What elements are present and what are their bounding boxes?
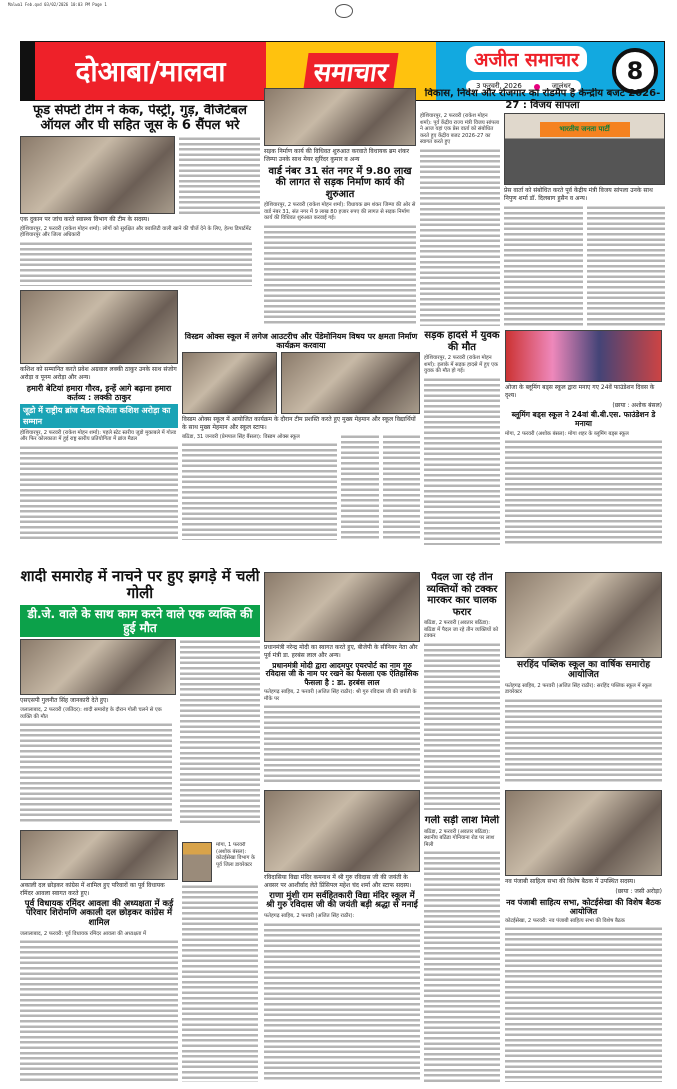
city: जालंधर <box>551 82 571 90</box>
article-portrait <box>182 842 258 1082</box>
body-text <box>179 136 260 214</box>
headline-daughters: हमारी बेटियां हमारा गौरव, इन्हें आगे बढ़ाना हमारा कर्तव्य : लक्की ठाकुर <box>26 383 172 402</box>
article-food-safety <box>20 104 260 286</box>
body-text <box>341 434 378 540</box>
photo-credit: (छाया : जसी अरोड़ा) <box>615 887 662 895</box>
body-text <box>180 639 260 824</box>
article-adampur <box>264 572 420 784</box>
article-hit-and-run <box>424 572 500 810</box>
caption: प्रधानमंत्री नरेन्द्र मोदी का स्वागत करते हुए, बीजेपी के सीनियर नेता और पूर्व मंत्री डा. हरबंस लाल और अन्य। <box>264 644 418 659</box>
body-text <box>20 939 178 1082</box>
paper-name: अजीत समाचार <box>466 46 587 72</box>
body-text <box>182 884 258 1082</box>
body-text <box>505 926 662 1082</box>
subhead-judo: जूडो में राष्ट्रीय ब्रांज मैडल विजेता कशिश अरोड़ा का सम्मान <box>20 404 178 428</box>
party-banner: भारतीय जनता पार्टी <box>540 122 630 137</box>
headline-wedding-firing: शादी समारोह में नाचने पर हुए झगड़े में चली गोली <box>20 568 260 603</box>
section-title: दोआबा/मालवा <box>21 42 266 100</box>
headline-adampur-airport: प्रधानमंत्री मोदी द्वारा आदमपुर एयरपोर्ट का नाम गुरु रविदास जी के नाम पर रखने का फैसला एक ऐतिहासिक फैसला है : डा. हरबंस लाल <box>265 660 419 687</box>
dateline: फतेहगढ़ साहिब, 2 फरवरी (अजित सिंह राठौर): श्री गुरु रविदास जी की जयंती के मौके पर <box>264 689 417 702</box>
photo-credit: (छाया : अशोक बंसल) <box>612 401 662 409</box>
body-text <box>20 722 172 824</box>
headline-hit-and-run: पैदल जा रहे तीन व्यक्तियों को टक्कर मारकर कार चालक फरार <box>426 572 498 618</box>
photo-school <box>182 352 277 414</box>
headline-foundation-day: ब्लूमिंग बड्स स्कूल ने 24वां बी.बी.एस. फाउंडेशन डे मनाया <box>511 410 656 429</box>
body-text <box>264 704 420 784</box>
dateline: होशियारपुर, 2 फरवरी (राकेश मोहन शर्मा): पहले स्टेट स्तरीय जूडो मुकाबले में गोल्ड और फिर कोलकाता में हुई राष्ट्र स्तरीय प्रतियोगिता में ब्रांज मैडल <box>20 429 177 443</box>
dateline: होशियारपुर, 2 फरवरी (राकेश मोहन शर्मा): इलाके में सड़क हादसे में हुए एक युवक की मौत हो गई। <box>424 355 498 374</box>
photo-akali-congress <box>20 830 178 880</box>
article-sahit-sabha <box>505 790 662 1082</box>
article-body-found <box>424 815 500 1082</box>
body-text <box>505 439 662 545</box>
body-text <box>420 148 500 327</box>
headline-awla: पूर्व विधायक रमिंदर आवला की अध्यक्षता में कई परिवार शिरोमणि अकाली दल छोड़कर कांग्रेस में शामिल <box>24 898 174 929</box>
file-slug: Malwa1 Feb.qxd 03/02/2026 10:03 PM Page 1 <box>8 2 107 7</box>
dateline: होशियारपुर, 2 फरवरी (राकेश मोहन शर्मा): विधायक ब्रम शंकर जिम्पा की ओर से वार्ड नंबर 31, संत नगर में 9 लाख 80 हजार रुपए की लागत से सड़क निर्माण कार्य की विधिवत शुरुआत करवाई गई। <box>264 202 416 222</box>
section-title-2: समाचार <box>266 42 436 100</box>
dateline: बठिंडा, 2 फरवरी (अवतार बठिंडा): बठिंडा में पैदल जा रहे तीन व्यक्तियों को टक्कर <box>424 620 499 639</box>
article-bloomings <box>505 330 662 545</box>
caption: विस्डम ओक्स स्कूल में आयोजित कार्यक्रम के दौरान टीम प्रशस्ति करते हुए मुख्य मेहमान और स्कूल विद्यार्थियों के साथ मुख्य मेहमान और स्कूल स्टाफ। <box>182 416 416 432</box>
dateline: बठिंडा, 2 फरवरी (अवतार बठिंडा): स्थानीय बठिंडा गोनियाना रोड पर लाश मिली <box>424 828 495 848</box>
dateline: फतेहगढ़ साहिब, 2 फरवरी (अजित सिंह राठौर): <box>264 913 355 920</box>
caption: कशिश को सम्मानित करते प्रवेश अग्रवाल लक्की ठाकुर उनके साथ संजोग अरोड़ा व पूनम अरोड़ा और अन्य। <box>20 366 177 381</box>
body-text <box>424 850 500 1082</box>
headline-sirhind-school: सरहिंद पब्लिक स्कूल का वार्षिक समारोह आयोजित <box>516 660 651 681</box>
date: 3 फरवरी, 2026 <box>476 82 522 90</box>
dateline: मोगा, 2 फरवरी (अशोक बंसल): मोगा शहर के ब्लूमिंग बड्स स्कूल <box>505 430 629 437</box>
article-wedding-firing <box>20 568 260 824</box>
photo-press <box>504 113 665 185</box>
body-text <box>182 442 337 540</box>
headline-sahit-sabha: नव पंजाबी साहित्य सभा, कोटईसेखा की विशेष बैठक आयोजित <box>506 897 661 916</box>
headline-budget: विकास, निवेश और रोजगार का रोडमैप है केन्द्रीय बजट 2026-27 : विजय सांपला <box>424 88 661 111</box>
body-text <box>264 224 416 326</box>
caption: एसएसपी गुलनीत सिंह जानकारी देते हुए। <box>20 697 109 705</box>
body-text <box>424 642 500 811</box>
headline-ravidas-jayanti: राणा मुंशी राम सर्वहितकारी विद्या मंदिर स्कूल में श्री गुरु रविदास जी की जयंती बड़ी श्रद्धा से मनाई <box>266 890 418 911</box>
caption: रविदासिया विद्या मंदिर कमनाथ में श्री गुरु रविदास जी की जयंती के अवसर पर आशीर्वाद लेते प्रिंसिपल महेश चंद शर्मा और स्टाफ सदस्य। <box>264 874 412 889</box>
photo-ssp <box>20 639 176 695</box>
photo-students <box>281 352 420 414</box>
article-budget <box>420 88 665 326</box>
article-accident <box>424 330 500 545</box>
article-sirhind <box>505 572 662 784</box>
dateline: होशियारपुर, 2 फरवरी (राकेश मोहन शर्मा): पूर्व केंद्रीय राज्य मंत्री विजय सांपला ने आज यहां एक प्रेस वार्ता को संबोधित करते हुए केंद्रीय बजट 2026-27 का स्वागत करते हुए <box>420 113 500 145</box>
dateline: जलालाबाद, 2 फरवरी: पूर्व विधायक रमिंदर आवला की अध्यक्षता में <box>20 930 147 937</box>
photo-ravidas <box>264 790 420 872</box>
photo-sirhind <box>505 572 662 658</box>
photo-road <box>264 88 416 146</box>
photo-sahit-sabha <box>505 790 662 876</box>
caption: नव पंजाबी साहित्य सभा की विशेष बैठक में उपस्थित सदस्य। <box>505 878 636 885</box>
headline-wisdom-oaks: विस्डम ओक्स स्कूल में लगेज आउटरीच और पेंडेमोनियम विषय पर क्षमता निर्माण कार्यक्रम करवाया <box>184 332 418 351</box>
body-text <box>424 377 500 546</box>
photo-kashish <box>20 290 178 364</box>
headline-road: वार्ड नंबर 31 संत नगर में 9.80 लाख की लागत से सड़क निर्माण कार्य की शुरुआत <box>268 165 412 200</box>
body-text <box>587 205 666 326</box>
body-text <box>20 445 178 540</box>
headline-accident: सड़क हादसे में युवक की मौत <box>424 330 500 353</box>
caption: एक दुकान पर जांच करते स्वास्थ्य विभाग की टीम के सदस्य। <box>20 215 150 223</box>
dateline: बठिंडा, 31 जनवरी (प्रेमपाल सिंह बैंसला): विस्डम ओक्स स्कूल <box>182 433 300 440</box>
article-kashish <box>20 290 178 540</box>
dateline: होशियारपुर, 2 फरवरी (राकेश मोहन शर्मा): लोगों को सुरक्षित और क्वालिटी वाली खाने की चीजें देने के लिए, हेल्थ डिपार्टमेंट होशियारपुर और जिला अधिकारी <box>20 225 252 239</box>
photo-bloomings <box>505 330 662 382</box>
article-awla <box>20 830 178 1082</box>
dateline: कोटईसेखा, 2 फरवरी: नव पंजाबी साहित्य सभा की विशेष बैठक <box>505 917 625 924</box>
dateline: जलालाबाद, 2 फरवरी (जतिंदर): शादी समारोह के दौरान गोली चलने से एक व्यक्ति की मौत <box>20 707 162 720</box>
caption: सड़क निर्माण कार्य की विधिवत शुरुआत करवाते विधायक ब्रम शंकर जिम्पा उनके साथ मेयर सुरिंदर कुमार व अन्य <box>264 148 410 163</box>
headline-body-found: गली सड़ी लाश मिली <box>424 815 500 826</box>
subhead-dj: डी.जे. वाले के साथ काम करने वाले एक व्यक्ति की हुई मौत <box>20 605 260 638</box>
portrait-photo <box>182 842 212 882</box>
dateline: मोगा, 1 फरवरी (अशोक बंसल): कोटईसेखा विभाग के पूर्व जिला डायरेक्टर <box>216 842 256 868</box>
photo-modi <box>264 572 420 642</box>
article-wisdom-oaks <box>182 332 420 540</box>
page-number: 8 <box>612 48 658 94</box>
article-ravidas <box>264 790 420 1082</box>
body-text <box>264 922 420 1082</box>
caption: प्रेस वार्ता को संबोधित करते पूर्व केंद्रीय मंत्री विजय सांपला उनके साथ निपुण शर्मा डॉ. दिलबाग हुसैन व अन्य। <box>504 187 653 202</box>
body-text <box>383 434 420 540</box>
body-text <box>504 205 583 326</box>
dateline: फतेहगढ़ साहिब, 2 फरवरी (अजित सिंह राठौर): सरहिंद पब्लिक स्कूल में स्कूल डायरेक्टर <box>505 682 652 696</box>
body-text <box>505 698 662 784</box>
caption: ओजा के ब्लूमिंग बड्स स्कूल द्वारा मनाए गए 24वें फाउंडेशन दिवस के दृश्य। <box>505 384 655 399</box>
crop-mark-icon <box>335 4 353 18</box>
headline-food-safety: फूड सेफ्टी टीम ने केक, पेस्ट्री, गुड़, वैजिटेबल ऑयल और घी सहित जूस के 6 सैंपल भरे <box>33 104 247 133</box>
article-road <box>264 88 416 326</box>
photo-food-safety <box>20 136 175 214</box>
caption: अकाली दल छोड़कर कांग्रेस में शामिल हुए परिवारों का पूर्व विधायक रमिंदर आवला स्वागत करते हुए। <box>20 882 165 897</box>
body-text <box>20 241 252 286</box>
